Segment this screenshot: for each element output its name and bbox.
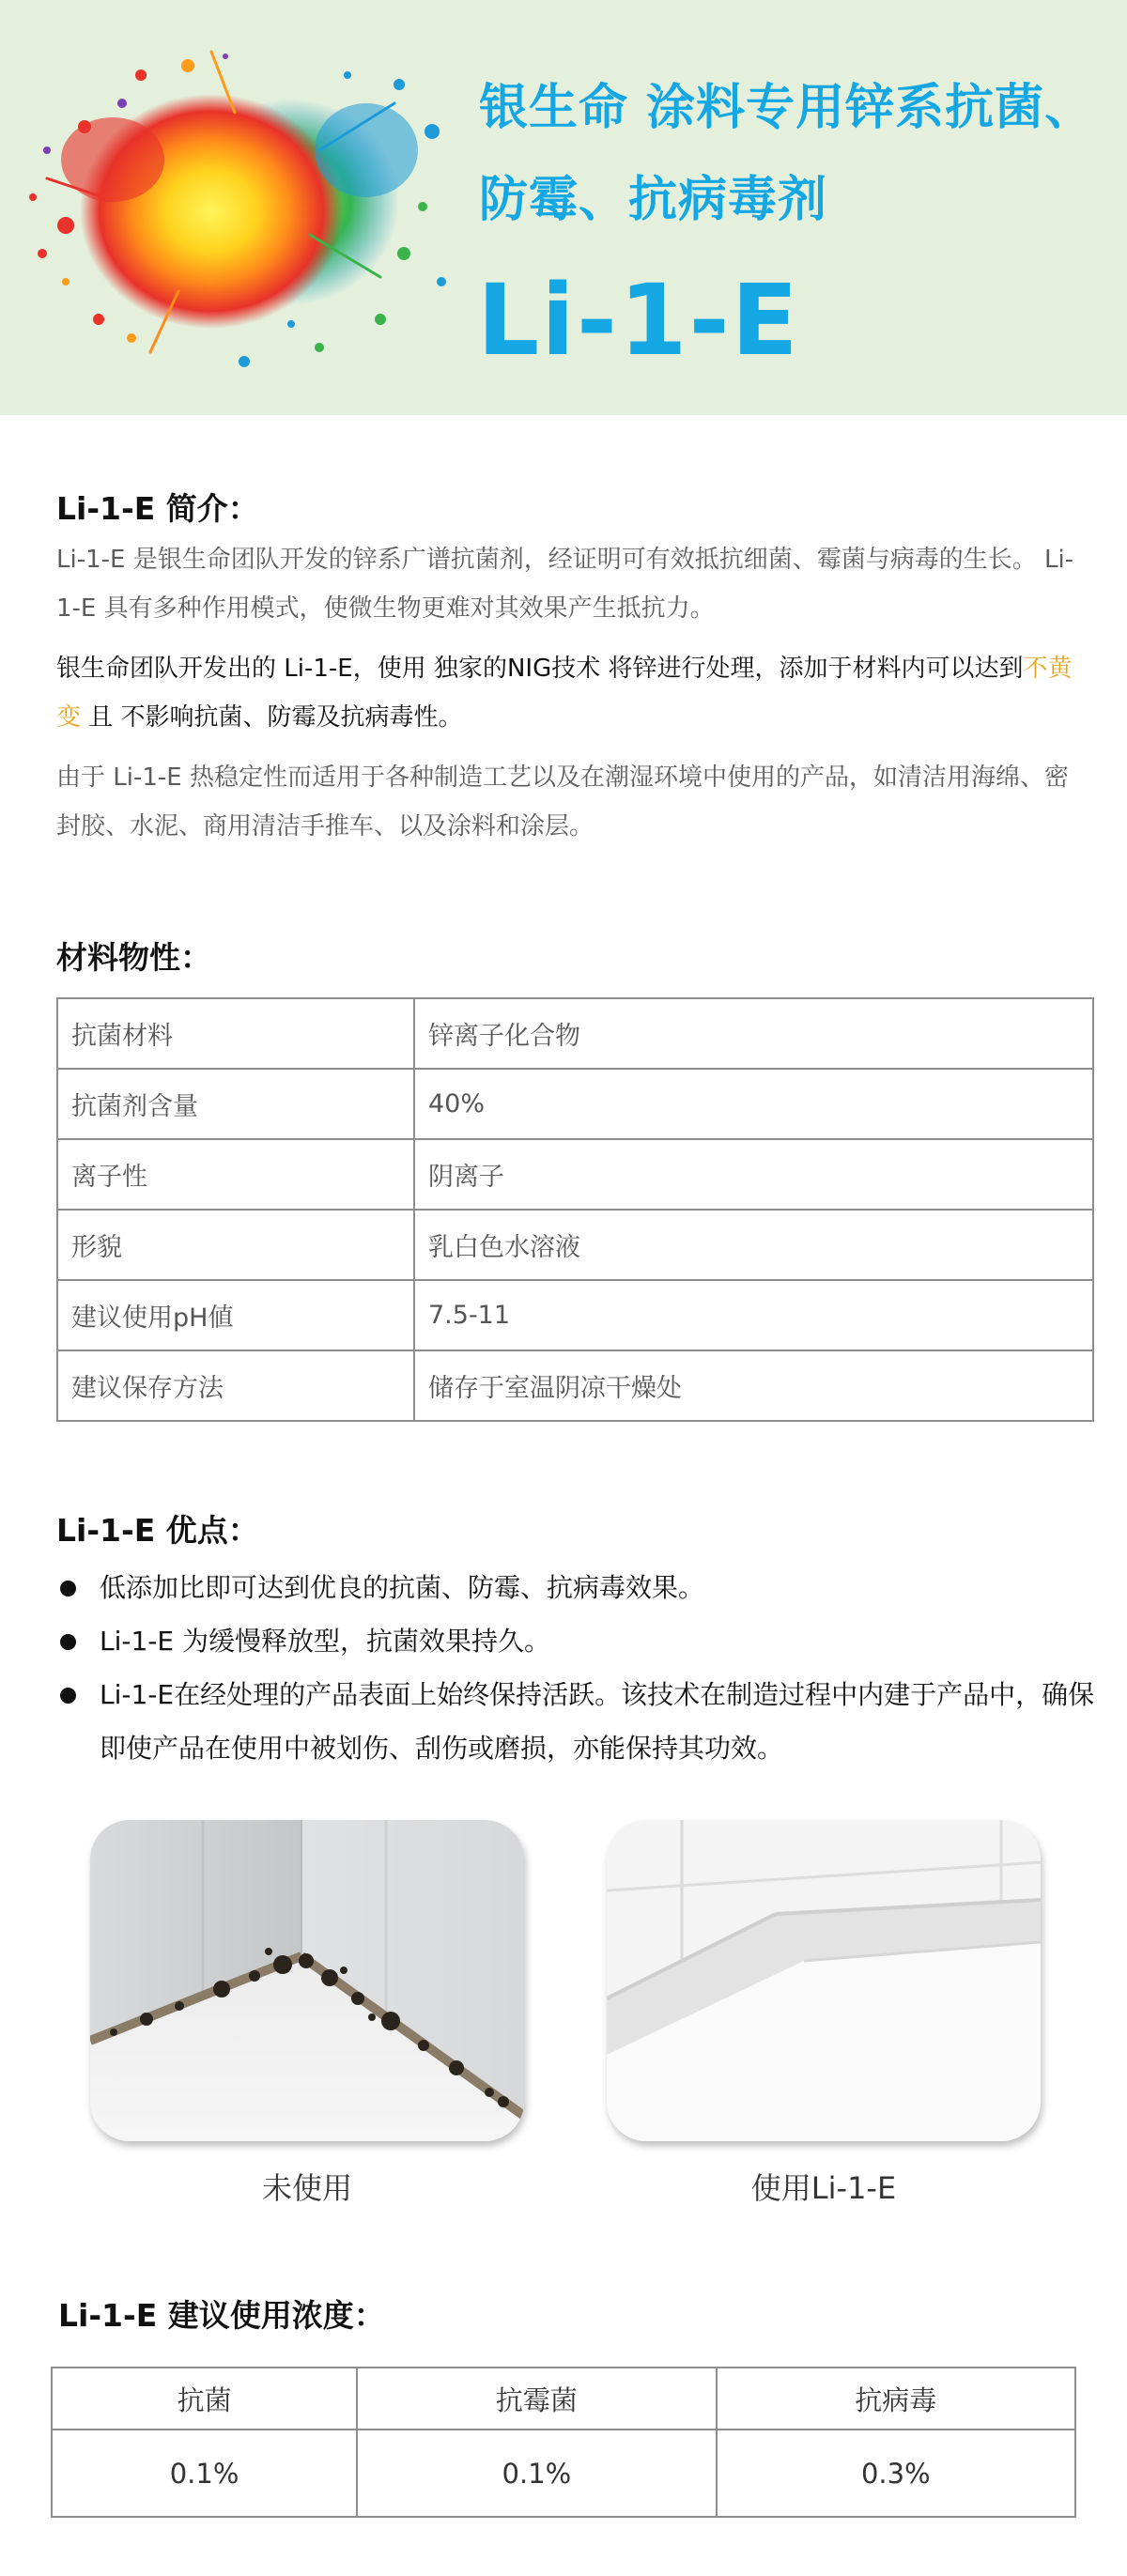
- intro-p2-text: 银生命团队开发出的 Li-1-E，使用 独家的NIG技术 将锌进行处理，添加于材料内可以达到: [56, 655, 1024, 683]
- list-item: [56, 1561, 1099, 1614]
- dosage-value: 0.1%: [52, 2429, 357, 2517]
- advantage-text: Li-1-E 为缓慢释放型，抗菌效果持久。: [100, 1626, 550, 1657]
- property-key: 形貌: [57, 1210, 414, 1280]
- after-caption: 使用Li-1-E: [750, 2170, 897, 2206]
- table-row: [57, 1139, 1093, 1210]
- intro-heading: Li-1-E 简介：: [56, 490, 259, 527]
- advantages-list: [56, 1561, 1099, 1775]
- property-value: 阴离子: [414, 1139, 1093, 1210]
- dosage-header: 抗菌: [52, 2368, 357, 2429]
- property-value: 储存于室温阴凉干燥处: [414, 1350, 1093, 1421]
- property-key: 离子性: [57, 1139, 414, 1210]
- property-key: 建议使用pH値: [57, 1280, 414, 1350]
- intro-paragraph-1: Li-1-E 是银生命团队开发的锌系广谱抗菌剂，经证明可有效抵抗细菌、霉菌与病毒的生长。 Li-1-E 具有多种作用模式，使微生物更难对其效果产生抵抗力。: [56, 546, 1074, 623]
- before-caption: 未使用: [261, 2170, 352, 2206]
- hero-banner: [0, 0, 1127, 415]
- banner-model-name: Li-1-E: [477, 263, 800, 378]
- bullet-icon: [60, 1634, 76, 1650]
- table-row: [57, 1210, 1093, 1280]
- table-row: [52, 2368, 1075, 2429]
- bullet-icon: [60, 1688, 76, 1704]
- list-item: [56, 1668, 1099, 1775]
- property-key: 抗菌剂含量: [57, 1069, 414, 1139]
- properties-table: [56, 997, 1094, 1422]
- table-row: [52, 2429, 1075, 2517]
- property-value: 40%: [414, 1069, 1093, 1139]
- table-row: [57, 1280, 1093, 1350]
- dosage-header: 抗霉菌: [357, 2368, 716, 2429]
- property-key: 抗菌材料: [57, 998, 414, 1069]
- dosage-header: 抗病毒: [717, 2368, 1075, 2429]
- intro-paragraph-3: 由于 Li-1-E 热稳定性而适用于各种制造工艺以及在潮湿环境中使用的产品，如清洁用海绵、密封胶、水泥、商用清洁手推车、以及涂料和涂层。: [56, 764, 1069, 841]
- advantage-text: Li-1-E在经处理的产品表面上始终保持活跃。该技术在制造过程中内建于产品中，确保即使产品在使用中被划伤、刮伤或磨损，亦能保持其功效。: [100, 1679, 1095, 1764]
- banner-title-line-2: 防霉、抗病毒剂: [479, 172, 828, 228]
- table-row: [57, 1069, 1093, 1139]
- after-photo-clean-corner: [607, 1820, 1041, 2141]
- paint-splash-graphic: [9, 38, 451, 385]
- highlight-no-yellowing: 不黄变: [56, 655, 1073, 732]
- intro-paragraph-2: [56, 644, 1075, 742]
- advantage-text: 低添加比即可达到优良的抗菌、防霉、抗病毒效果。: [100, 1572, 705, 1603]
- advantages-heading: Li-1-E 优点：: [56, 1512, 259, 1549]
- property-value: 锌离子化合物: [414, 998, 1093, 1069]
- dosage-heading: Li-1-E 建议使用浓度：: [58, 2297, 385, 2334]
- intro-p2-text-end: 且 不影响抗菌、防霉及抗病毒性。: [81, 703, 463, 732]
- dosage-table: [51, 2367, 1076, 2518]
- table-row: [57, 1350, 1093, 1421]
- list-item: [56, 1614, 1099, 1668]
- property-value: 7.5-11: [414, 1280, 1093, 1350]
- dosage-value: 0.3%: [717, 2429, 1075, 2517]
- before-photo-moldy-corner: [90, 1820, 524, 2141]
- property-key: 建议保存方法: [57, 1350, 414, 1421]
- bullet-icon: [60, 1581, 76, 1597]
- property-value: 乳白色水溶液: [414, 1210, 1093, 1280]
- properties-heading: 材料物性：: [56, 939, 211, 976]
- banner-title-line-1: 银生命 涂料专用锌系抗菌、: [479, 80, 1095, 136]
- dosage-value: 0.1%: [357, 2429, 716, 2517]
- table-row: [57, 998, 1093, 1069]
